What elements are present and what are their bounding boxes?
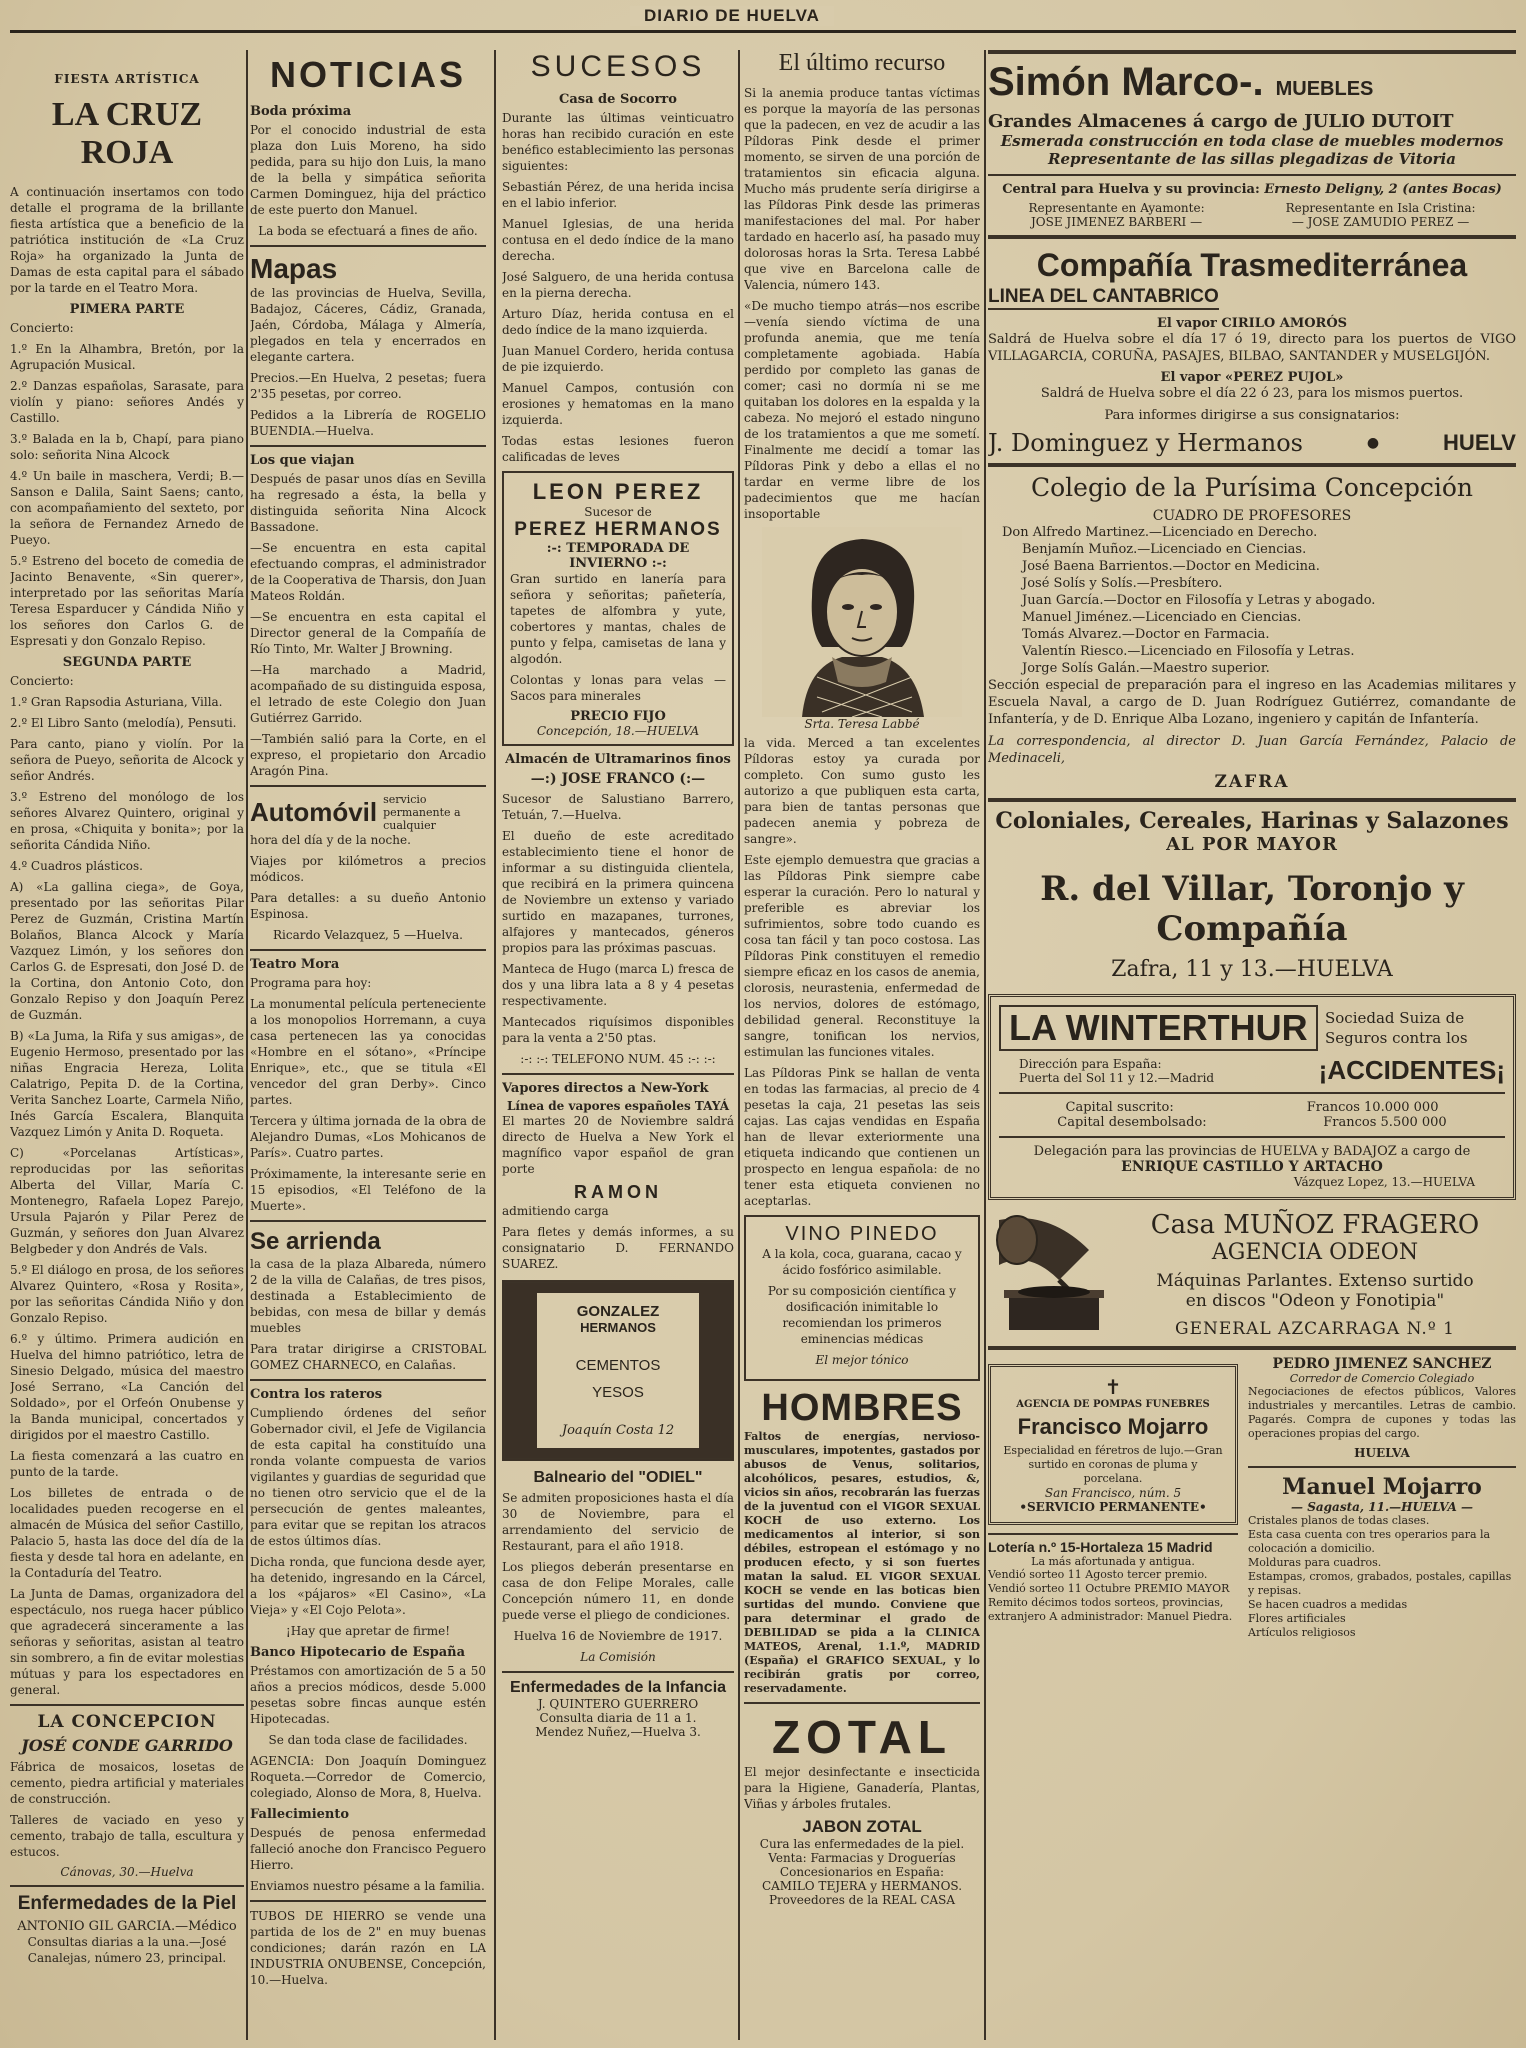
ad-city: HUELV — [1443, 430, 1516, 455]
ad-villar-toronjo — [988, 808, 1516, 982]
ad-text: El mejor desinfectante e insecticida para la Higiene, Ganadería, Plantas, Viñas y árboles frutales. — [744, 1765, 980, 1811]
ad-manuel-mojarro — [1248, 1474, 1516, 1640]
ad-deleg-name: ENRIQUE CASTILLO Y ARTACHO — [1121, 1159, 1383, 1175]
news-text: Se dan toda clase de facilidades. — [268, 1733, 468, 1747]
ad-deleg: Delegación para las provincias de HUELVA y BADAJOZ a cargo de — [1033, 1144, 1471, 1159]
news-text: Manuel Iglesias, de una herida contusa en el dedo índice de la mano derecha. — [502, 217, 734, 263]
ad-text: La más afortunada y antigua. — [1031, 1555, 1195, 1568]
ad-text: Saldrá de Huelva sobre el día 17 ó 19, directo para los puertos de VIGO VILLAGARCIA, CORUÑA, PASAJES, BILBAO, SANTANDER y MUSELGIJÓN. — [988, 332, 1516, 364]
divider — [250, 1900, 486, 1902]
ad-text: Manteca de Hugo (marca L) fresca de dos y una libra lata a 8 y 4 pesetas respectivamente. — [502, 962, 734, 1008]
ad-season: :-: TEMPORADA DE INVIERNO :-: — [546, 541, 690, 571]
column-rule — [246, 50, 248, 2040]
divider — [502, 1073, 734, 1075]
ad-text: Consulta diaria de 11 a 1. — [539, 1711, 697, 1725]
ad-heading: Lotería n.º 15-Hortaleza 15 Madrid — [988, 1539, 1213, 1555]
news-text: ¡Hay que apretar de firme! — [285, 1624, 451, 1638]
part-one-list — [10, 320, 244, 649]
news-text: —También salió para la Corte, en el expreso, el propietario don Arcadio Aragón Pina. — [250, 732, 486, 778]
ad-text: Mantecados riquísimos disponibles para la venta a 2'50 ptas. — [502, 1015, 734, 1045]
program-item: 5.º Estreno del boceto de comedia de Jacinto Benavente, «Sin querer», interpretado por las señoritas María Teresa Esparducer y Cándida Niño y los señores don Carlos G. de Espresati y don Gonzalo Repiso. — [10, 554, 244, 648]
divider — [10, 1704, 244, 1706]
divider — [250, 245, 486, 247]
professor-item: Juan García.—Doctor en Filosofía y Letras y abogado. — [1022, 593, 1376, 608]
ad-line: Representante de las sillas plegadizas de Vitoria — [1048, 150, 1456, 168]
ad-product: CEMENTOS — [575, 1357, 661, 1374]
ad-colegio — [988, 473, 1516, 792]
ad-heading: LEON PEREZ — [532, 479, 704, 504]
article-title: LA CRUZ ROJA — [51, 96, 203, 171]
ad-la-concepcion — [10, 1712, 244, 1879]
ad-line: Coloniales, Cereales, Harinas y Salazones — [995, 808, 1509, 834]
ad-text: Colontas y lonas para velas — Sacos para minerales — [510, 673, 726, 703]
ad-heading: Vapores directos a New-York — [502, 1081, 709, 1096]
portrait-illustration — [744, 527, 980, 717]
divider — [988, 1346, 1516, 1350]
ad-address: GENERAL AZCARRAGA N.º 1 — [1175, 1319, 1455, 1339]
news-heading: Fallecimiento — [250, 1807, 350, 1822]
ad-heading: LA CONCEPCION — [37, 1712, 217, 1732]
ad-munoz-fragero — [988, 1210, 1516, 1340]
divider — [988, 174, 1516, 176]
news-text: La boda se efectuará a fines de año. — [258, 224, 478, 238]
column-ads — [988, 50, 1516, 2042]
ad-address: Joaquín Costa 12 — [561, 1423, 675, 1438]
ad-address: San Francisco, núm. 5 — [1044, 1486, 1182, 1500]
ad-name: J. QUINTERO GUERRERO — [537, 1697, 699, 1711]
divider — [999, 1136, 1505, 1138]
ad-brand: Simón Marco-. — [988, 60, 1264, 104]
program-item: 1.º En la Alhambra, Bretón, por la Agrupación Musical. — [10, 342, 244, 372]
ad-desc: Sociedad Suiza de Seguros contra los — [1325, 1009, 1468, 1047]
ad-text: A la kola, coca, guarana, cacao y ácido fosfórico asimilable. — [762, 1247, 962, 1277]
program-item: 4.º Un baile in maschera, Verdi; B.—Sanson e Dalila, Saint Saens; canto, con acompañamiento del sexteto, por la señora de Fernandez Arnedo de Pueyo. — [10, 469, 244, 547]
ad-inner-panel — [537, 1293, 699, 1448]
news-text: La monumental película perteneciente a los monopolios Horremann, a cuya casa pertenecen las ya conocidas «Hombre en el sótano», «Príncipe Enrique», etc., que se titula «El vencedor del gran Derby». Cinco partes. — [250, 997, 486, 1107]
ad-text: El dueño de este acreditado establecimiento tiene el honor de informar a su distinguida clientela, que recibirá en la primera quincena de Noviembre un extenso y variado surtido en mazapanes, turrones, alfajores y mantecados, géneros propios para las próximas pascuas. — [502, 829, 734, 955]
news-text: Manuel Campos, contusión con erosiones y hematomas en la mano izquierda. — [502, 381, 734, 427]
ad-name: —:) JOSE FRANCO (:— — [530, 771, 706, 787]
ad-price: PRECIO FIJO — [570, 709, 666, 724]
ad-capital-label: Capital suscrito: — [1065, 1100, 1174, 1115]
program-item: 3.º Balada en la b, Chapí, para piano solo: señorita Nina Alcock — [10, 432, 244, 462]
program-item: 4.º Cuadros plásticos. — [10, 859, 143, 873]
ad-leon-perez — [502, 471, 734, 746]
ad-central-address: Ernesto Deligny, 2 (antes Bocas) — [1264, 182, 1502, 197]
ad-text: La Comisión — [580, 1650, 656, 1664]
ad-text: Vendió sorteo 11 Agosto tercer premio. Vendió sorteo 11 Octubre PREMIO MAYOR Remito décimos todos sorteos, provincias, extranjero A administrador: Manuel Piedra. — [988, 1568, 1233, 1623]
program-item: 3.º Estreno del monólogo de los señores Alvarez Quintero, original y en prosa, «Chiquita y bonita»; por la señorita Cándida Niño. — [10, 790, 244, 852]
column-2 — [250, 50, 486, 2042]
ad-side-text: servicio permanente a cualquier — [383, 793, 461, 832]
ad-heading: Balneario del "ODIEL" — [533, 1469, 703, 1486]
ad-text: de las provincias de Huelva, Sevilla, Badajoz, Cáceres, Cádiz, Granada, Jaén, Córdoba, Málaga y Almería, plegados en tela y encerrados en elegante cartera. — [250, 286, 486, 364]
ad-text: Talleres de vaciado en yeso y cemento, trabajo de talla, escultura y estucos. — [10, 1813, 244, 1859]
article-text: Las Píldoras Pink se hallan de venta en todas las farmacias, al precio de 4 pesetas la caja, 21 pesetas las seis cajas. Las cajas vendidas en España han de llevar exteriormente una etiqueta indicando que contienen un prospecto en lengua española: de no tener esta etiqueta convienen no aceptarlas. — [744, 1066, 980, 1208]
ad-text: El martes 20 de Noviembre saldrá directo de Huelva a New York el magnífico vapor español de gran porte — [502, 1114, 734, 1176]
ad-name: JOSÉ CONDE GARRIDO — [21, 1736, 233, 1755]
ad-heading: HOMBRES — [761, 1387, 963, 1429]
ad-text: La correspondencia, al director D. Juan García Fernández, Palacio de Medinaceli, — [988, 734, 1516, 766]
news-text: Por el conocido industrial de esta plaza don Luis Moreno, ha sido pedida, para su hijo don Luis, la mano de la bella y simpática señorita Carmen Dominguez, hija del práctico de este puerto don Manuel. — [250, 123, 486, 217]
ad-pedro-jimenez — [1248, 1356, 1516, 1460]
ad-text: Concesionarios en España: — [779, 1865, 945, 1879]
ad-address: Concepción, 18.—HUELVA — [536, 724, 700, 738]
ad-text: Por su composición científica y dosificación inimitable lo recomiendan los primeros eminencias médicas — [767, 1284, 957, 1346]
divider — [10, 1885, 244, 1887]
ad-rep-name: JOSE JIMENEZ BARBERI — — [1030, 215, 1203, 229]
ad-text: Para fletes y demás informes, a su consignatario D. FERNANDO SUAREZ. — [502, 1225, 734, 1271]
ad-address: Vázquez Lopez, 13.—HUELVA — [1293, 1175, 1475, 1189]
program-item: Los billetes de entrada o de localidades pueden recogerse en el almacén de Música del señor Castillo, Palacio 5, hasta las doce del día de la fiesta y desde tal hora en adelante, en la Contaduría del Teatro. — [10, 1486, 244, 1580]
ad-text: Cura las enfermedades de la piel. — [759, 1837, 965, 1851]
ad-capital-label: Capital desembolsado: — [1057, 1115, 1207, 1130]
ad-text: Pedidos a la Librería de ROGELIO BUENDIA.—Huelva. — [250, 408, 486, 438]
article-text: Si la anemia produce tantas víctimas es porque la mayoría de las personas que la padecen, en vez de acudir a las Píldoras Pink desde el primer momento, se sirven de una porción de tratamientos sin eficacia alguna. Mucho más prudente sería dirigirse a las Píldoras Pink desde las primeras manifestaciones del mal. Por haber tardado en hacerlo así, ha pasado muy dolorosas horas la Srta. Teresa Labbé que vive en Barcelona calle de Valencia, número 143. — [744, 86, 980, 292]
divider — [1248, 1466, 1516, 1468]
ad-heading: Almacén de Ultramarinos finos — [505, 752, 731, 767]
ad-automovil — [250, 793, 486, 832]
ad-item: Artículos religiosos — [1248, 1626, 1356, 1639]
news-text: Juan Manuel Cordero, herida contusa de pie izquierdo. — [502, 344, 734, 374]
ad-item: Estampas, cromos, grabados, postales, capillas y repisas. — [1248, 1570, 1512, 1597]
ad-heading: Mapas — [250, 253, 338, 284]
ad-brand: Compañía Trasmediterránea — [1036, 247, 1468, 283]
news-text: Dicha ronda, que funciona desde ayer, ha detenido, ingresando en la Cárcel, a los «pájaros» «El Casino», «La Vieja» y «El Cojo Pelota». — [250, 1555, 486, 1617]
program-item: Para canto, piano y violín. Por la señora de Pueyo, señorita de Alcock y señor Andrés. — [10, 737, 244, 783]
program-item: 1.º Gran Rapsodia Asturiana, Villa. — [10, 695, 223, 709]
divider — [250, 949, 486, 951]
ad-sub: Sucesor de — [584, 505, 652, 519]
ad-item: Se hacen cuadros a medidas — [1248, 1598, 1408, 1611]
ad-address: Cánovas, 30.—Huelva — [60, 1865, 194, 1879]
ad-mapas — [250, 253, 486, 285]
divider — [250, 445, 486, 447]
ad-heading: Se arrienda — [250, 1228, 381, 1255]
divider — [988, 235, 1516, 239]
professor-item: Tomás Alvarez.—Doctor en Farmacia. — [1022, 627, 1270, 642]
ad-text: Gran surtido en lanería para señora y señoritas; pañetería, tapetes de alfombra y yute, cobertores y mantas, chales de punto y felpa, camisetas de lana y algodón. — [510, 572, 726, 666]
ad-central-label: Central para Huelva y su provincia: — [1002, 182, 1260, 197]
ad-text: Huelva 16 de Noviembre de 1917. — [513, 1629, 723, 1643]
ad-sub: Corredor de Comercio Colegiado — [1289, 1372, 1475, 1385]
ad-text: Para detalles: a su dueño Antonio Espinosa. — [250, 891, 486, 921]
ad-vino-pinedo — [744, 1215, 980, 1381]
ad-text: Consultas diarias a la una.—José Canalejas, número 23, principal. — [27, 1935, 227, 1965]
article-intro: A continuación insertamos con todo detalle el programa de la brillante fiesta artística que a beneficio de la patriótica institución de «La Cruz Roja» ha organizado la Junta de Damas de esta capital para el sábado por la tarde en el Teatro Mora. — [10, 185, 244, 295]
divider — [988, 50, 1516, 54]
professor-item: Don Alfredo Martinez.—Licenciado en Derecho. — [1002, 525, 1318, 540]
ad-trasmediterranea — [988, 247, 1516, 457]
divider — [988, 463, 1516, 467]
program-item: C) «Porcelanas Artísticas», reproducidas por las señoritas Alberta del Villar, María C. Montenegro, Rafaela Lopez Parejo, Ursula Pajarón y Pilar Perez de Guzmán, y señores don Juan Alvarez Belgbeder y don Andrés de Vals. — [10, 1146, 244, 1256]
ad-text: Mendez Nuñez,—Huelva 3. — [535, 1725, 701, 1739]
article-text: Este ejemplo demuestra que gracias a las Píldoras Pink siempre cabe esperar la curación. Pero lo natural y preferible es abreviar los sufrimientos, sobre todo cuando es cosa tan fácil y tan poco costosa. Las Píldoras Pink constituyen el remedio siempre eficaz en los casos de anemia, clorosis, neurastenia, enfermedad de los nervios, dolores de estómago, debilidad general. Reconstituye la sangre, tonifican los nervios, estimulan las funciones vitales. — [744, 853, 980, 1059]
ad-text: CAMILO TEJERA y HERMANOS. — [761, 1879, 963, 1893]
ad-item: Flores artificiales — [1248, 1612, 1346, 1625]
ad-text: Negociaciones de efectos públicos, Valores industriales y mercantiles. Letras de cambio. Pagarés. Compra de cupones y todas las operaciones propias del cargo. — [1248, 1385, 1516, 1440]
ad-heading: Enfermedades de la Infancia — [509, 1679, 727, 1696]
ad-line: Máquinas Parlantes. Extenso surtido — [1156, 1271, 1474, 1291]
part-heading: SEGUNDA PARTE — [62, 655, 192, 670]
ad-text: Viajes por kilómetros a precios módicos. — [250, 854, 486, 884]
news-text: Arturo Díaz, herida contusa en el dedo índice de la mano izquierda. — [502, 307, 734, 337]
professor-item: Manuel Jiménez.—Licenciado en Ciencias. — [1022, 610, 1302, 625]
ad-text: Especialidad en féretros de lujo.—Gran surtido en coronas de pluma y porcelana. — [1003, 1444, 1223, 1485]
news-text: José Salguero, de una herida contusa en la pierna derecha. — [502, 270, 734, 300]
ad-text: Sección especial de preparación para el ingreso en las Academias militares y Escuela Naval, a cargo de D. Juan Rodríguez Gutiérrez, comandante de Infantería, y de D. Enrique Alba Lozano, ingeniero y capitán de Infantería. — [988, 678, 1516, 727]
ad-dir: Dirección para España: — [1019, 1056, 1162, 1071]
news-text: —Se encuentra en esta capital efectuando compras, el administrador de la Cooperativa de Tharsis, don Juan Mateos Roldán. — [250, 541, 486, 603]
program-item: 6.º y último. Primera audición en Huelva del himno patriótico, letra de Sinesio Delgado, música del maestro José Serrano, «La Canción del Soldado», por el Orfeón Onubense y la Banda municipal, concertados y dirigidos por el maestro Castillo. — [10, 1332, 244, 1442]
ad-brand: LA WINTERTHUR — [999, 1005, 1318, 1051]
ad-city: HUELVA — [1354, 1446, 1410, 1460]
news-text: Enviamos nuestro pésame a la familia. — [250, 1879, 485, 1893]
ad-heading: Enfermedades de la Piel — [17, 1893, 237, 1914]
part-heading: PIMERA PARTE — [69, 302, 185, 317]
professor-item: José Baena Barrientos.—Doctor en Medicina. — [1022, 559, 1320, 574]
ad-tubos: TUBOS DE HIERRO se vende una partida de los de 2" en muy buenas condiciones; darán razón en LA INDUSTRIA ONUBENSE, Concepción, 10.—Huelva. — [250, 1909, 486, 1987]
news-heading: Boda próxima — [250, 104, 352, 119]
news-text: Después de penosa enfermedad falleció anoche don Francisco Peguero Hierro. — [250, 1826, 486, 1872]
ad-text: Los pliegos deberán presentarse en casa de don Felipe Morales, calle Concepción número 11, en donde puede verse el pliego de condiciones. — [502, 1560, 734, 1622]
ad-city: ZAFRA — [1214, 772, 1290, 792]
ad-line: AL POR MAYOR — [1166, 834, 1338, 855]
ad-heading: ZOTAL — [772, 1711, 952, 1763]
news-text: AGENCIA: Don Joaquín Dominguez Roqueta.—Corredor de Comercio, colegiado, Alonso de Mora, 8, Huelva. — [250, 1754, 486, 1800]
ad-text: Fábrica de mosaicos, losetas de cemento, piedra artificial y materiales de construcción. — [10, 1760, 244, 1806]
ad-brand: Colegio de la Purísima Concepción — [1030, 473, 1474, 502]
ad-rep-label: Representante en Isla Cristina: — [1285, 201, 1476, 215]
news-text: Todas estas lesiones fueron calificadas de leves — [502, 434, 734, 464]
professor-item: Benjamín Muñoz.—Licenciado en Ciencias. — [1022, 542, 1307, 557]
news-heading: Los que viajan — [250, 453, 355, 468]
program-item: 2.º Danzas españolas, Sarasate, para violín y piano: señores Andés y Castillo. — [10, 379, 244, 425]
ad-brand-sub: HERMANOS — [580, 1320, 656, 1335]
news-text: Cumpliendo órdenes del señor Gobernador civil, el Jefe de Vigilancia de esta capital ha constituído una ronda volante compuesta de varios vigilantes y guardias de seguridad que no tienen otro servicio que el de la persecución de gentes maleantes, para evitar que se repitan los atracos de estos últimos días. — [250, 1406, 486, 1548]
program-item: La Junta de Damas, organizadora del espectáculo, nos ruega hacer público que agradecerá sinceramente a las señoras y señoritas, asistan al teatro sin sombrero, a fin de evitar molestias mútuas y para los espectadores en general. — [10, 1587, 244, 1697]
column-rule — [494, 50, 496, 2040]
ad-francisco-mojarro — [988, 1364, 1238, 1525]
program-item: La fiesta comenzará a las cuatro en punto de la tarde. — [10, 1449, 244, 1479]
ad-line: en discos "Odeon y Fonotipia" — [1185, 1291, 1445, 1311]
bullet-icon: ● — [1366, 435, 1380, 451]
ad-heading: VINO PINEDO — [785, 1223, 939, 1245]
program-item: Concierto: — [10, 321, 74, 335]
ad-sub: AGENCIA DE POMPAS FUNEBRES — [1016, 1399, 1210, 1410]
ad-capital-value: Francos 10.000 000 — [1306, 1100, 1439, 1115]
ad-name: ANTONIO GIL GARCIA.—Médico — [17, 1919, 237, 1934]
ad-line: Esmerada construcción en toda clase de muebles modernos — [1000, 132, 1504, 150]
ad-rep-name: — JOSE ZAMUDIO PEREZ — — [1291, 215, 1470, 229]
masthead-rule — [10, 30, 1516, 33]
ad-vapor: El vapor «PEREZ PUJOL» — [1160, 370, 1344, 385]
program-item: Concierto: — [10, 674, 74, 688]
divider — [988, 798, 1516, 802]
column-rule — [984, 50, 986, 2040]
article-title: El último recurso — [778, 50, 946, 76]
ad-text: Para informes dirigirse a sus consignatarios: — [1104, 408, 1400, 423]
gramophone-illustration — [988, 1210, 1108, 1340]
ad-text: admitiendo carga — [502, 1204, 609, 1218]
ad-text: hora del día y de la noche. — [250, 833, 411, 847]
ad-address: — Sagasta, 11.—HUELVA — — [1291, 1500, 1473, 1514]
ad-text: Faltos de energías, nervioso-musculares, impotentes, gastados por abusos de Venus, solitarios, alcohólicos, pesares, estudios, &, vicios sin años, recobrarán las fuerzas de la juventud con el VIGOR SEXUAL KOCH de uso externo. Los medicamentos al interior, si son débiles, estropean el estómago y no producen efecto, y si son fuertes matan la salud. EL VIGOR SEXUAL KOCH se vende en las boticas bien surtidas del mundo. Conviene que para determinar el grado de DEBILIDAD se pida a la CLINICA MATEOS, Arenal, 1.1.º, MADRID (España) el GRAFICO SEXUAL, y lo recibirán gratis por correo, reservadamente. — [744, 1430, 980, 1695]
news-text: Tercera y última jornada de la obra de Alejandro Dumas, «Los Mohicanos de París». Cuatro partes. — [250, 1114, 486, 1160]
ad-line: LINEA DEL CANTABRICO — [988, 286, 1219, 310]
news-heading: Contra los rateros — [250, 1387, 383, 1402]
ad-sub: Línea de vapores españoles TAYÁ — [506, 1099, 730, 1113]
ad-tag: MUEBLES — [1275, 78, 1374, 100]
ad-text: Precios.—En Huelva, 2 pesetas; fuera 2'35 pesetas, por correo. — [250, 371, 486, 401]
divider — [250, 1379, 486, 1381]
ad-firm: PEREZ HERMANOS — [514, 519, 722, 540]
ad-simon-marco — [988, 60, 1516, 229]
article-text: «De mucho tiempo atrás—nos escribe—venía siendo víctima de una profunda anemia, que me tenía completamente agobiada. Había perdido por completo las ganas de comer; casi no dormía ni se me quitaban los dolores en la espalda y la cabeza. No mejoró el estado ninguno de los tratamientos a que me sometí. Finalmente me decidí a tomar las Píldoras Pink y debo a ellas el no tardar en verme libre de los padecimientos que me hacían insoportable — [744, 299, 980, 521]
column-1 — [10, 50, 244, 2042]
ad-vapor: El vapor CIRILO AMORÓS — [1156, 316, 1348, 331]
ad-sub: CUADRO DE PROFESORES — [1152, 508, 1352, 524]
ad-service: •SERVICIO PERMANENTE• — [1019, 1500, 1207, 1514]
ad-winterthur — [988, 994, 1516, 1200]
news-text: Sebastián Pérez, de una herida incisa en el labio inferior. — [502, 180, 734, 210]
professor-item: Jorge Solís Galán.—Maestro superior. — [1022, 661, 1270, 676]
news-text: —Ha marchado a Madrid, acompañado de su distinguida esposa, el letrado de este Colegio don Juan Gutiérrez Garrido. — [250, 663, 486, 725]
news-text: Después de pasar unos días en Sevilla ha regresado a ésta, la bella y distinguida señorita Nina Alcock Bassadone. — [250, 472, 486, 534]
cross-icon: ✝ — [1104, 1375, 1122, 1399]
ad-enfermedades-piel — [10, 1893, 244, 1966]
ad-brand: GONZALEZ — [576, 1303, 660, 1320]
ad-text: la casa de la plaza Albareda, número 2 de la villa de Calañas, de tres pisos, destinada a Establecimiento de bebidas, con mesa de billar y demás muebles — [250, 1257, 486, 1335]
part-two-list — [10, 673, 244, 1698]
program-item: B) «La Juma, la Rifa y sus amigas», de Eugenio Hermoso, presentado por las niñas Engracia Hereza, Lolita Calatrigo, Pepita D. de la Cortina, Verita Sanchez Loarte, Carmela Niño, Inés García Escalera, Blanquita Vazquez Limón y Anita D. Roqueta. — [10, 1029, 244, 1139]
news-text: Durante las últimas veinticuatro horas han recibido curación en este benéfico establecimiento las personas siguientes: — [502, 111, 734, 173]
ad-text: Venta: Farmacias y Droguerías — [768, 1851, 956, 1865]
ad-text: Saldrá de Huelva sobre el día 22 ó 23, para los mismos puertos. — [1040, 386, 1464, 401]
program-item: 5.º El diálogo en prosa, de los señores Alvarez Quintero, «Rosa y Rosita», por las señoritas Cándida Niño y don Gonzalo Repiso. — [10, 1263, 244, 1325]
woman-portrait-icon — [762, 527, 962, 717]
ad-address: Zafra, 11 y 13.—HUELVA — [1111, 957, 1393, 982]
ad-brand: Casa MUÑOZ FRAGERO — [1150, 1210, 1480, 1240]
news-text: Préstamos con amortización de 5 a 50 años a precios módicos, desde 5.000 pesetas sobre fincas aunque estén Hipotecadas. — [250, 1664, 486, 1726]
masthead-title: DIARIO DE HUELVA — [630, 6, 834, 26]
section-title: SUCESOS — [530, 50, 706, 83]
ad-heading: Automóvil — [250, 797, 378, 827]
ad-brand: Francisco Mojarro — [1017, 1414, 1209, 1439]
divider — [250, 1220, 486, 1222]
masthead — [10, 6, 1516, 46]
gramophone-icon — [989, 1210, 1107, 1340]
news-heading: Casa de Socorro — [559, 92, 677, 107]
news-text: Próximamente, la interesante serie en 15 episodios, «El Teléfono de la Muerte». — [250, 1167, 486, 1213]
program-item: A) «La gallina ciega», de Goya, presentado por las señoritas Pilar Perez de Guzmán, Cristina Martín Bolaños, Blanca Alcock y María Vazquez Limón, y los señores don Carlos G. de Espresati, don José D. de la Cortina, don Antonio Coto, don Gonzalo Repiso y don Joaquín Perez de Guzmán. — [10, 880, 244, 1022]
ad-brand: Manuel Mojarro — [1282, 1474, 1482, 1500]
ad-consignee: J. Dominguez y Hermanos — [988, 429, 1303, 457]
news-text: Programa para hoy: — [250, 976, 372, 990]
ad-rep-label: Representante en Ayamonte: — [1028, 201, 1205, 215]
news-heading: Teatro Mora — [250, 957, 340, 972]
portrait-caption: Srta. Teresa Labbé — [804, 717, 920, 731]
ad-line: Grandes Almacenes á cargo de JULIO DUTOIT — [988, 111, 1454, 132]
ad-text: Proveedores de la REAL CASA — [768, 1893, 956, 1907]
ad-text: El mejor tónico — [815, 1353, 909, 1367]
column-3 — [502, 50, 734, 2042]
ad-item: Molduras para cuadros. — [1248, 1556, 1382, 1569]
article-text: la vida. Merced a tan excelentes Píldoras estoy ya curada por completo. Con sumo gusto les autorizo a que publiquen esta carta, para bien de tantas personas que padecen anemia y pobreza de sangre». — [744, 736, 980, 846]
ad-brand: R. del Villar, Toronjo y Compañía — [1040, 869, 1464, 949]
ad-text: Ricardo Velazquez, 5 —Huelva. — [273, 928, 463, 942]
divider — [999, 1092, 1505, 1094]
divider — [502, 1671, 734, 1673]
ad-item: Esta casa cuenta con tres operarios para la colocación a domicilio. — [1248, 1528, 1491, 1555]
professor-item: Valentín Riesco.—Licenciado en Filosofía y Letras. — [1022, 644, 1355, 659]
column-4 — [744, 50, 980, 2042]
divider — [744, 1702, 980, 1704]
news-text: —Se encuentra en esta capital el Director general de la Compañía de Río Tinto, Mr. Walter J Browning. — [250, 610, 486, 656]
ad-capital-value: Francos 5.500 000 — [1323, 1115, 1447, 1130]
divider — [250, 785, 486, 787]
ad-text: Se admiten proposiciones hasta el día 30 de Noviembre, para el arrendamiento del servicio de Restaurant, para el año 1918. — [502, 1491, 734, 1553]
ad-text: :-: :-: TELEFONO NUM. 45 :-: :-: — [520, 1052, 716, 1066]
ad-loteria — [988, 1533, 1238, 1624]
ad-text: Para tratar dirigirse a CRISTOBAL GOMEZ CHARNECO, en Calañas. — [250, 1342, 486, 1372]
column-rule — [738, 50, 740, 2040]
ad-gonzalez-hermanos — [502, 1280, 734, 1461]
ship-name: RAMON — [574, 1182, 662, 1202]
ad-brand: PEDRO JIMENEZ SANCHEZ — [1272, 1356, 1492, 1372]
news-heading: Banco Hipotecario de España — [250, 1645, 466, 1660]
ad-dir: Puerta del Sol 11 y 12.—Madrid — [1019, 1070, 1215, 1085]
section-title: NOTICIAS — [269, 54, 466, 95]
ad-sub: AGENCIA ODEON — [1211, 1240, 1419, 1265]
ad-product: YESOS — [592, 1384, 644, 1401]
professor-item: José Solís y Solís.—Presbítero. — [1022, 576, 1223, 591]
ad-accidentes: ¡ACCIDENTES¡ — [1318, 1055, 1505, 1085]
ad-item: Cristales planos de todas clases. — [1248, 1514, 1430, 1527]
ad-heading: JABON ZOTAL — [802, 1817, 922, 1836]
program-item: 2.º El Libro Santo (melodía), Pensuti. — [10, 716, 237, 730]
section-kicker: FIESTA ARTÍSTICA — [54, 72, 200, 86]
ad-text: Sucesor de Salustiano Barrero, Tetuán, 7.—Huelva. — [502, 792, 734, 822]
